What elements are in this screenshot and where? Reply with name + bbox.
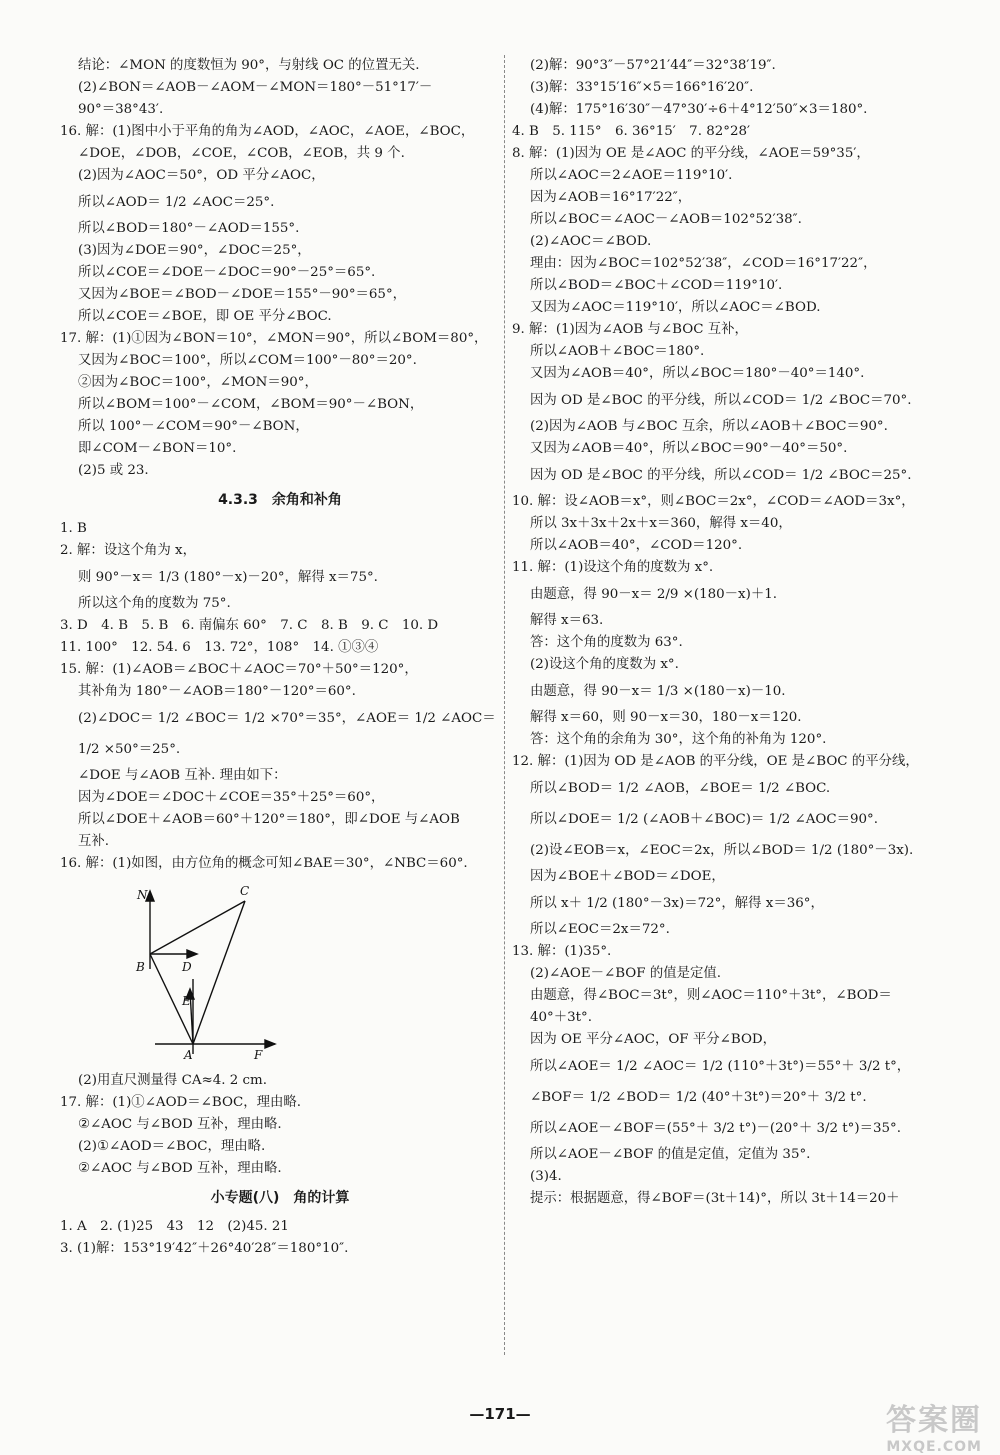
answer-line: 8. 解：(1)因为 OE 是∠AOC 的平分线，∠AOE＝59°35′， bbox=[512, 146, 870, 161]
label-A: A bbox=[184, 1048, 193, 1062]
answer-line: ②∠AOC 与∠BOD 互补，理由略. bbox=[78, 1117, 282, 1132]
answer-line: 1. B bbox=[60, 521, 87, 536]
label-F: F bbox=[254, 1048, 263, 1062]
answer-line: 所以∠AOE－∠BOF 的值是定值，定值为 35°. bbox=[530, 1147, 811, 1162]
answer-line: 又因为∠AOB＝40°，所以∠BOC＝180°－40°＝140°. bbox=[530, 366, 865, 381]
answer-line: 4. B 5. 115° 6. 36°15′ 7. 82°28′ bbox=[512, 124, 751, 139]
answer-line: (2)用直尺测量得 CA≈4. 2 cm. bbox=[78, 1073, 267, 1088]
answer-line: 所以∠BOD＝ 1/2 ∠AOB，∠BOE＝ 1/2 ∠BOC. bbox=[530, 781, 831, 796]
answer-line: 又因为∠AOB＝40°，所以∠BOC＝90°－40°＝50°. bbox=[530, 441, 848, 456]
watermark-main: 答案圈 bbox=[886, 1403, 982, 1438]
answer-line: 解得 x＝60，则 90－x＝30，180－x＝120. bbox=[530, 710, 802, 725]
answer-line: 16. 解：(1)如图，由方位角的概念可知∠BAE＝30°，∠NBC＝60°. bbox=[60, 856, 468, 871]
answer-line: 11. 100° 12. 54. 6 13. 72°，108° 14. ①③④ bbox=[60, 640, 379, 655]
left-answers-part3 bbox=[60, 1070, 500, 1180]
answer-line: 答：这个角的余角为 30°，这个角的补角为 120°. bbox=[530, 732, 827, 747]
answer-line: 所以这个角的度数为 75°. bbox=[78, 596, 231, 611]
column-divider bbox=[504, 55, 506, 1355]
answer-line: (3)4. bbox=[530, 1169, 562, 1184]
answer-line: 即∠COM－∠BON＝10°. bbox=[78, 441, 237, 456]
answer-line: ∠BOF＝ 1/2 ∠BOD＝ 1/2 (40°＋3t°)＝20°＋ 3/2 t°. bbox=[530, 1090, 867, 1105]
answer-line: 因为∠AOB＝16°17′22″， bbox=[530, 190, 692, 205]
triangle-diagram bbox=[60, 879, 263, 1064]
label-B: B bbox=[136, 960, 145, 974]
answer-line: 因为 OE 平分∠AOC，OF 平分∠BOD， bbox=[530, 1032, 777, 1047]
answer-line: (2)因为∠AOB 与∠BOC 互余，所以∠AOB＋∠BOC＝90°. bbox=[530, 419, 888, 434]
answer-line: 由题意，得 90－x＝ 2/9 ×(180－x)＋1. bbox=[530, 587, 777, 602]
answer-line: (2)∠AOE－∠BOF 的值是定值. bbox=[530, 966, 722, 981]
label-C: C bbox=[240, 884, 250, 898]
answer-line: ∠DOE，∠DOB，∠COE，∠COB，∠EOB，共 9 个. bbox=[78, 146, 405, 161]
answer-line: 又因为∠AOC＝119°10′，所以∠AOC＝∠BOD. bbox=[530, 300, 821, 315]
answer-line: 所以∠DOE＝ 1/2 (∠AOB＋∠BOC)＝ 1/2 ∠AOC＝90°. bbox=[530, 812, 878, 827]
answer-line: 所以∠DOE＋∠AOB＝60°＋120°＝180°，即∠DOE 与∠AOB bbox=[78, 812, 460, 827]
answer-line: 因为∠DOE＝∠DOC＋∠COE＝35°＋25°＝60°， bbox=[78, 790, 385, 805]
answer-line: 12. 解：(1)因为 OD 是∠AOB 的平分线，OE 是∠BOC 的平分线， bbox=[512, 754, 919, 769]
answer-line: 10. 解：设∠AOB＝x°，则∠BOC＝2x°，∠COD＝∠AOD＝3x°， bbox=[512, 494, 915, 509]
answer-line: 所以∠BOD＝∠BOC＋∠COD＝119°10′. bbox=[530, 278, 783, 293]
answer-line: 提示：根据题意，得∠BOF＝(3t＋14)°，所以 3t＋14＝20＋ bbox=[530, 1191, 900, 1206]
answer-line: 所以∠AOE－∠BOF＝(55°＋ 3/2 t°)－(20°＋ 3/2 t°)＝35°. bbox=[530, 1121, 901, 1136]
section-title-angle-calculation: 小专题(八) 角的计算 bbox=[210, 1190, 350, 1206]
right-column bbox=[512, 55, 952, 1210]
answer-line: 2. 解：设这个角为 x， bbox=[60, 543, 196, 558]
watermark-sub: MXQE.COM bbox=[886, 1439, 982, 1455]
answer-line: 所以 x＋ 1/2 (180°－3x)＝72°，解得 x＝36°， bbox=[530, 896, 824, 911]
answer-line: 16. 解：(1)图中小于平角的角为∠AOD，∠AOC，∠AOE，∠BOC， bbox=[60, 124, 475, 139]
watermark-logo bbox=[886, 1395, 982, 1455]
answer-line: 所以∠BOM＝100°－∠COM，∠BOM＝90°－∠BON， bbox=[78, 397, 424, 412]
answer-line: 互补. bbox=[78, 834, 110, 849]
answer-line: 所以∠BOD＝180°－∠AOD＝155°. bbox=[78, 221, 300, 236]
answer-line: 因为∠BOE＋∠BOD＝∠DOE， bbox=[530, 869, 725, 884]
answer-line: 90°＝38°43′. bbox=[78, 102, 164, 117]
answer-line: ②因为∠BOC＝100°，∠MON＝90°， bbox=[78, 375, 318, 390]
answer-line: 所以∠BOC＝∠AOC－∠AOB＝102°52′38″. bbox=[530, 212, 802, 227]
answer-line: 所以∠COE＝∠BOE，即 OE 平分∠BOC. bbox=[78, 309, 332, 324]
answer-line: 所以∠AOD＝ 1/2 ∠AOC＝25°. bbox=[78, 195, 275, 210]
answer-line: 结论：∠MON 的度数恒为 90°，与射线 OC 的位置无关. bbox=[78, 58, 420, 73]
page-number: —171— bbox=[469, 1405, 531, 1423]
answer-line: (2)解：90°3″－57°21′44″＝32°38′19″. bbox=[530, 58, 776, 73]
answer-line: 3. D 4. B 5. B 6. 南偏东 60° 7. C 8. B 9. C 10. D bbox=[60, 618, 439, 633]
answer-line: 11. 解：(1)设这个角的度数为 x°. bbox=[512, 560, 714, 575]
answer-line: 40°＋3t°. bbox=[530, 1010, 592, 1025]
answer-line: (3)解：33°15′16″×5＝166°16′20″. bbox=[530, 80, 754, 95]
answer-line: 又因为∠BOC＝100°，所以∠COM＝100°－80°＝20°. bbox=[78, 353, 417, 368]
answer-line: ②∠AOC 与∠BOD 互补，理由略. bbox=[78, 1161, 282, 1176]
answer-line: 所以∠AOB＋∠BOC＝180°. bbox=[530, 344, 705, 359]
answer-line: (2)①∠AOD＝∠BOC，理由略. bbox=[78, 1139, 266, 1154]
direction-angle-figure bbox=[60, 879, 500, 1068]
answer-line: 1. A 2. (1)25 43 12 (2)45. 21 bbox=[60, 1219, 289, 1234]
answer-line: (2)设∠EOB＝x，∠EOC＝2x，所以∠BOD＝ 1/2 (180°－3x). bbox=[530, 843, 914, 858]
answer-line: 所以∠AOC＝2∠AOE＝119°10′. bbox=[530, 168, 733, 183]
answer-line: 答：这个角的度数为 63°. bbox=[530, 635, 683, 650]
section-title-complementary-angles: 4.3.3 余角和补角 bbox=[218, 492, 342, 508]
answer-line: 17. 解：(1)①∠AOD＝∠BOC，理由略. bbox=[60, 1095, 302, 1110]
answer-line: (2)∠BON＝∠AOB－∠AOM－∠MON＝180°－51°17′－ bbox=[78, 80, 433, 95]
answer-line: 所以 3x＋3x＋2x＋x＝360，解得 x＝40， bbox=[530, 516, 792, 531]
answer-line: 其补角为 180°－∠AOB＝180°－120°＝60°. bbox=[78, 684, 356, 699]
answer-line: 所以∠AOB＝40°，∠COD＝120°. bbox=[530, 538, 743, 553]
left-column bbox=[60, 55, 500, 1260]
left-answers-part4 bbox=[60, 1216, 500, 1260]
answer-line: (2)∠AOC＝∠BOD. bbox=[530, 234, 652, 249]
answer-line: 则 90°－x＝ 1/3 (180°－x)－20°，解得 x＝75°. bbox=[78, 570, 378, 585]
answer-line: 解得 x＝63. bbox=[530, 613, 604, 628]
answer-line: (3)因为∠DOE＝90°，∠DOC＝25°， bbox=[78, 243, 311, 258]
answer-line: (4)解：175°16′30″－47°30′÷6＋4°12′50″×3＝180°. bbox=[530, 102, 868, 117]
label-D: D bbox=[182, 960, 192, 974]
label-N: N bbox=[137, 888, 148, 902]
answer-line: ∠DOE 与∠AOB 互补. 理由如下： bbox=[78, 768, 287, 783]
answer-line: 9. 解：(1)因为∠AOB 与∠BOC 互补， bbox=[512, 322, 748, 337]
answer-line: 17. 解：(1)①因为∠BON＝10°，∠MON＝90°，所以∠BOM＝80°， bbox=[60, 331, 488, 346]
answer-line: 所以 100°－∠COM＝90°－∠BON， bbox=[78, 419, 309, 434]
answer-line: (2)5 或 23. bbox=[78, 463, 149, 478]
answer-line: 因为 OD 是∠BOC 的平分线，所以∠COD＝ 1/2 ∠BOC＝25°. bbox=[530, 468, 912, 483]
answer-line: 13. 解：(1)35°. bbox=[512, 944, 612, 959]
left-answers-part2 bbox=[60, 518, 500, 875]
answer-line: 因为 OD 是∠BOC 的平分线，所以∠COD＝ 1/2 ∠BOC＝70°. bbox=[530, 393, 912, 408]
answer-line: 所以∠COE＝∠DOE－∠DOC＝90°－25°＝65°. bbox=[78, 265, 376, 280]
right-answers bbox=[512, 55, 952, 1210]
answer-line: 所以∠AOE＝ 1/2 ∠AOC＝ 1/2 (110°＋3t°)＝55°＋ 3/2 t°， bbox=[530, 1059, 911, 1074]
answer-line: 由题意，得∠BOC＝3t°，则∠AOC＝110°＋3t°，∠BOD＝ bbox=[530, 988, 892, 1003]
answer-line: (2)设这个角的度数为 x°. bbox=[530, 657, 679, 672]
answer-line: 理由：因为∠BOC＝102°52′38″，∠COD＝16°17′22″， bbox=[530, 256, 877, 271]
answer-line: 又因为∠BOE＝∠BOD－∠DOE＝155°－90°＝65°， bbox=[78, 287, 407, 302]
label-E: E bbox=[182, 994, 191, 1008]
answer-line: 15. 解：(1)∠AOB＝∠BOC＋∠AOC＝70°＋50°＝120°， bbox=[60, 662, 418, 677]
answer-line: 1/2 ×50°＝25°. bbox=[78, 742, 181, 757]
answer-line: 3. (1)解：153°19′42″＋26°40′28″＝180°10″. bbox=[60, 1241, 349, 1256]
answer-line: (2)∠DOC＝ 1/2 ∠BOC＝ 1/2 ×70°＝35°，∠AOE＝ 1/2 ∠AOC＝ bbox=[78, 711, 496, 726]
left-answers-part1 bbox=[60, 55, 500, 482]
answer-line: 由题意，得 90－x＝ 1/3 ×(180－x)－10. bbox=[530, 684, 786, 699]
answer-line: 所以∠EOC＝2x＝72°. bbox=[530, 922, 670, 937]
answer-line: (2)因为∠AOC＝50°，OD 平分∠AOC， bbox=[78, 168, 325, 183]
